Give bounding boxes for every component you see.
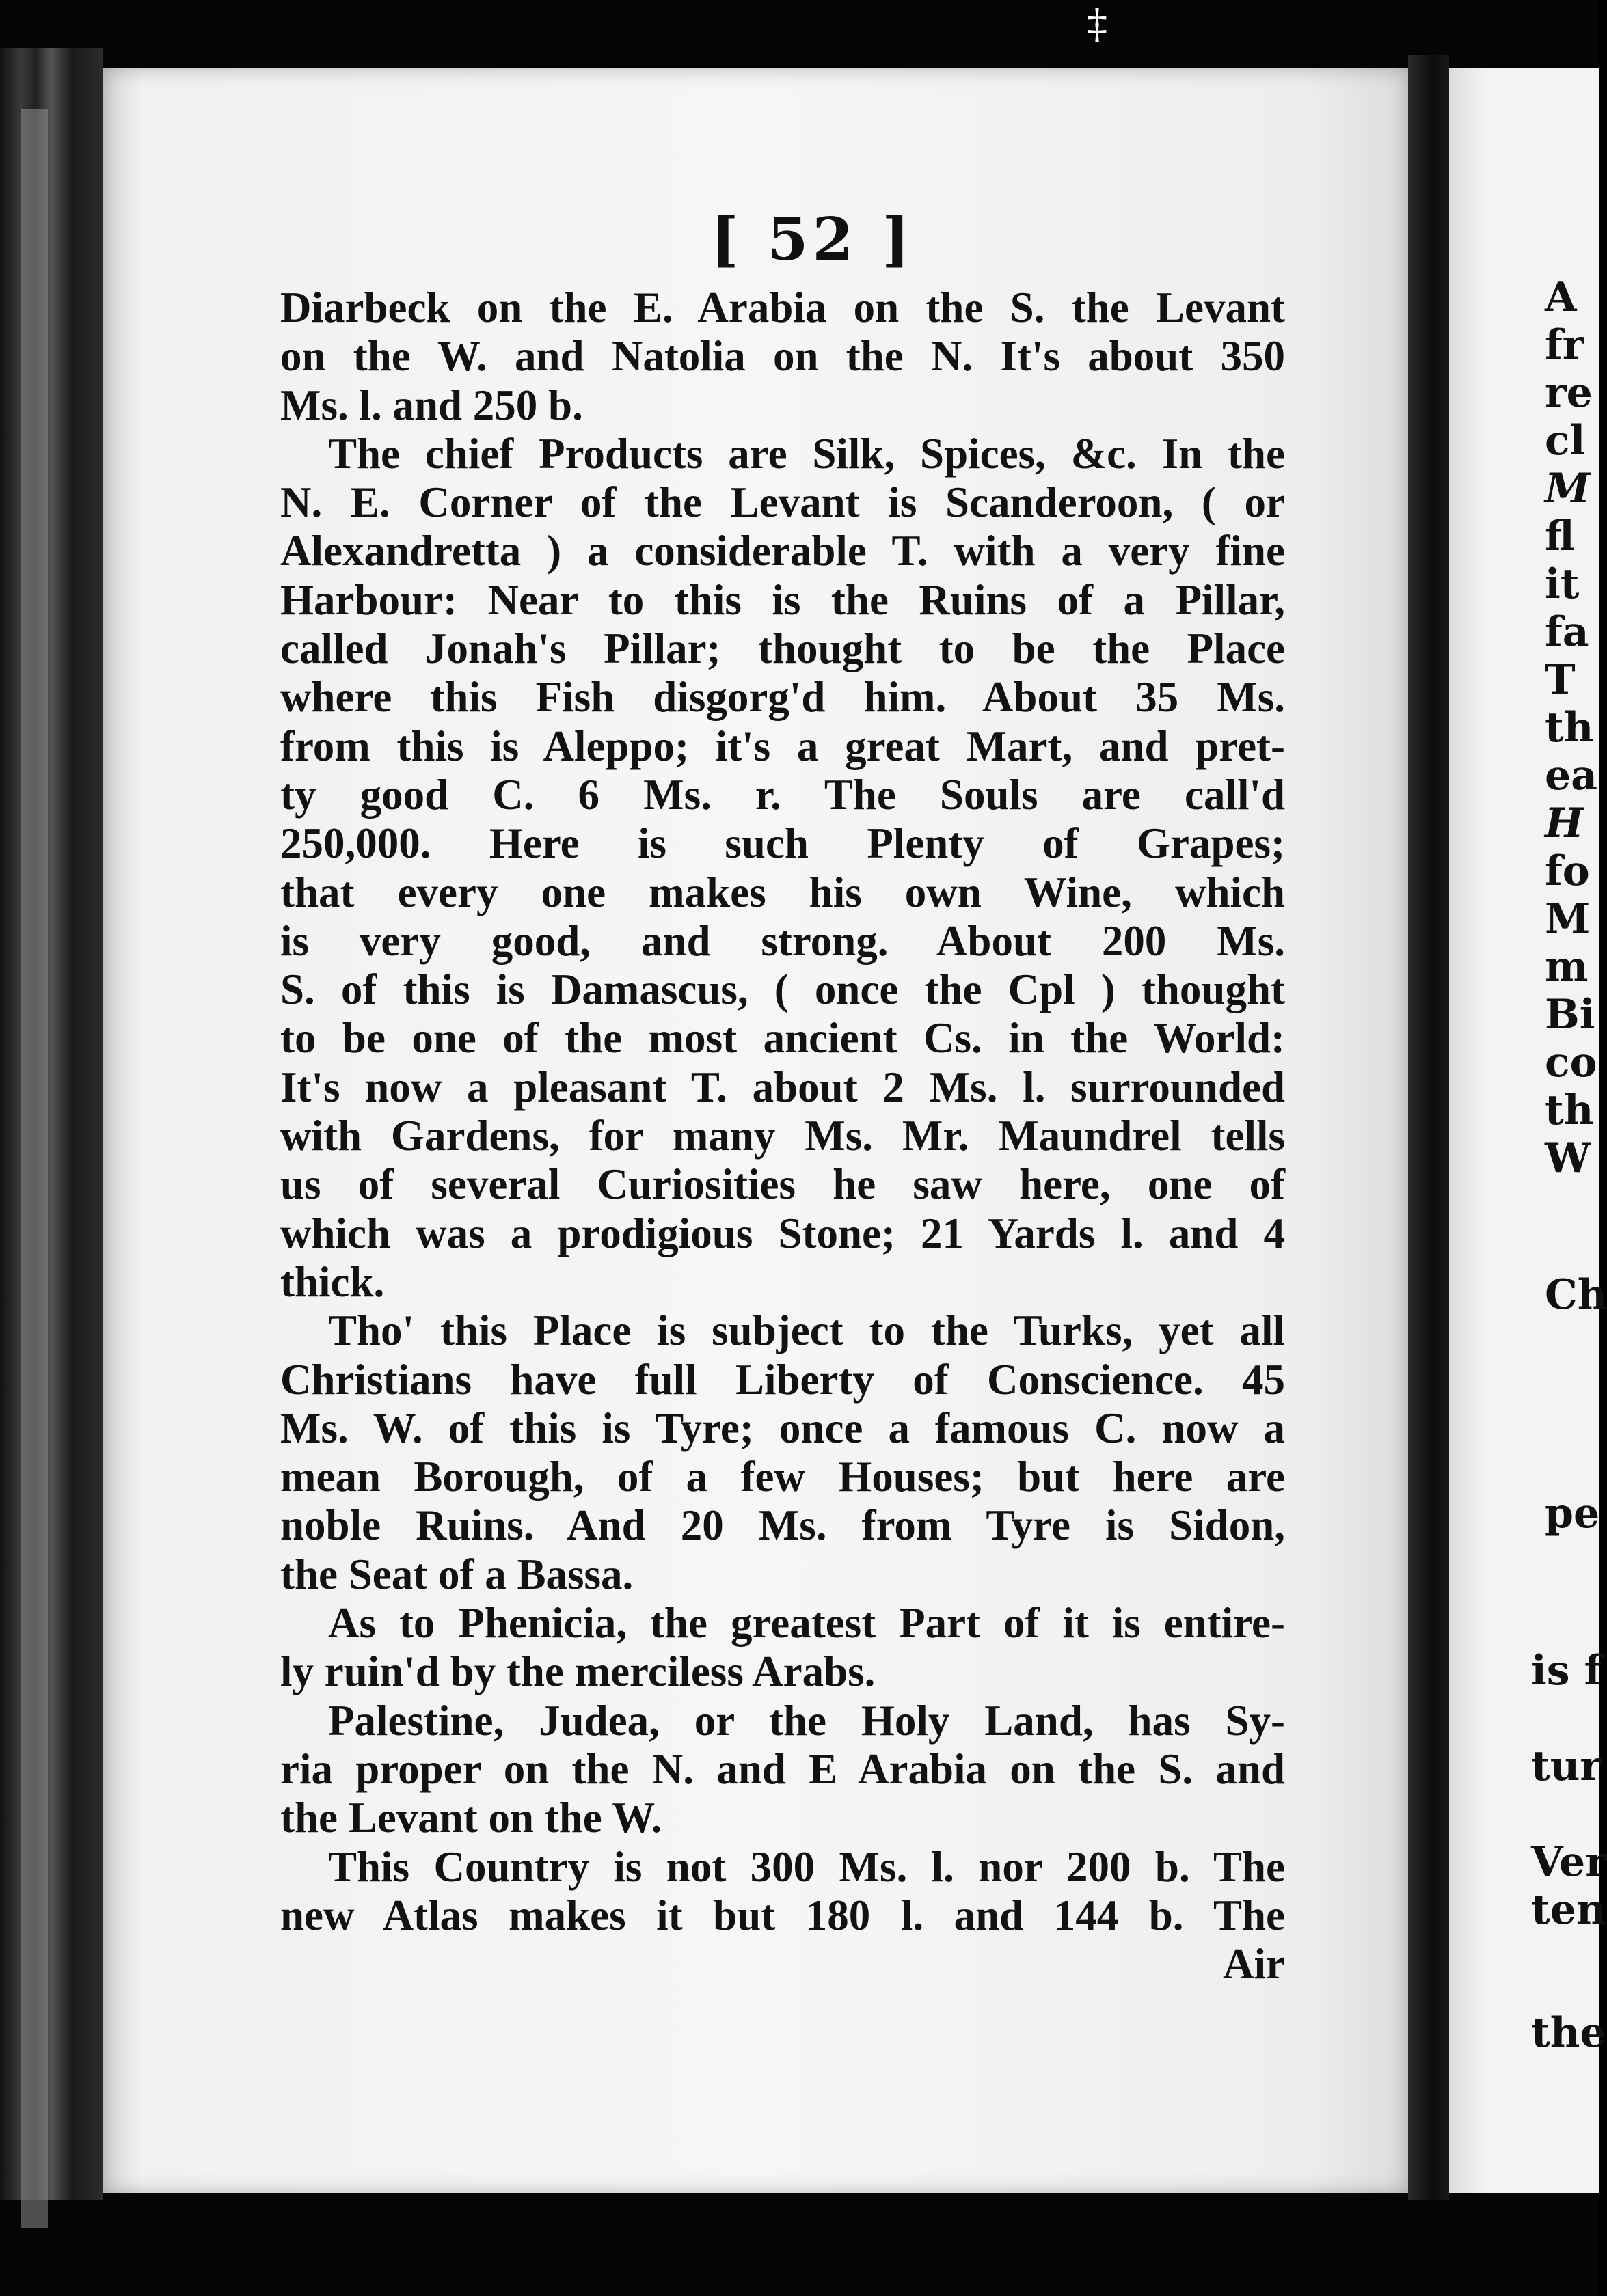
text-line: Diarbeck on the E. Arabia on the S. the Levant [280, 284, 1285, 331]
text-line: The chief Products are Silk, Spices, &c. In the [328, 429, 1285, 478]
book-binding [0, 48, 103, 2200]
facing-fragment: the [1531, 2009, 1606, 2057]
page-number: [ 52 ] [711, 205, 914, 274]
facing-fragment: Ch [1545, 1271, 1607, 1319]
facing-fragment: cl [1545, 417, 1586, 465]
text-line: the Levant on the W. [280, 1794, 662, 1842]
text-line: noble Ruins. And 20 Ms. from Tyre is Sidon, [280, 1501, 1285, 1550]
text-line: ria proper on the N. and E Arabia on the S. and [280, 1745, 1285, 1793]
facing-fragment: m [1545, 943, 1589, 991]
facing-fragment: M [1545, 465, 1591, 512]
facing-fragment: it [1545, 560, 1580, 608]
text-line: the Seat of a Bassa. [280, 1550, 634, 1598]
text-line: Alexandretta ) a considerable T. with a very fine [280, 527, 1285, 575]
text-line: Ms. l. and 250 b. [280, 381, 583, 429]
text-line: that every one makes his own Wine, which [280, 868, 1285, 916]
facing-fragment: M [1545, 895, 1591, 943]
text-line: Ms. W. of this is Tyre; once a famous C. now a [280, 1404, 1285, 1452]
text-line: N. E. Corner of the Levant is Scanderoon, ( or [280, 478, 1285, 527]
text-line: As to Phenicia, the greatest Part of it is entire- [328, 1599, 1285, 1648]
facing-fragment: H [1545, 800, 1584, 847]
text-line: thick. [280, 1257, 385, 1306]
facing-fragment: th [1545, 1086, 1594, 1134]
text-line: from this is Aleppo; it's a great Mart, and pret- [280, 722, 1285, 770]
facing-fragment: fa [1545, 608, 1589, 656]
page-gutter [1408, 55, 1449, 2200]
text-line: with Gardens, for many Ms. Mr. Maundrel tells [280, 1112, 1285, 1160]
facing-fragment: fr [1545, 321, 1584, 369]
text-line: new Atlas makes it but 180 l. and 144 b. The [280, 1891, 1285, 1939]
text-line: Christians have full Liberty of Conscience. 45 [280, 1355, 1285, 1404]
facing-fragment: T [1545, 656, 1576, 704]
binding-strip [21, 109, 48, 2228]
text-line: mean Borough, of a few Houses; but here are [280, 1453, 1285, 1501]
facing-fragment: fl [1545, 512, 1575, 560]
facing-fragment: ten [1531, 1886, 1606, 1934]
text-line: on the W. and Natolia on the N. It's about 350 [280, 332, 1285, 381]
facing-fragment: A [1545, 273, 1577, 321]
text-line: Palestine, Judea, or the Holy Land, has Sy- [328, 1696, 1285, 1745]
facing-fragment: pe [1545, 1490, 1600, 1538]
text-line: It's now a pleasant T. about 2 Ms. l. surrounded [280, 1063, 1285, 1111]
facing-fragment: th [1545, 704, 1594, 752]
facing-fragment: is f [1531, 1647, 1602, 1695]
text-line: Harbour: Near to this is the Ruins of a Pillar, [280, 575, 1285, 624]
text-line: which was a prodigious Stone; 21 Yards l. and 4 [280, 1209, 1285, 1257]
text-line: This Country is not 300 Ms. l. nor 200 b. The [328, 1842, 1285, 1891]
facing-fragment: re [1545, 369, 1593, 417]
catchword: Air [1223, 1940, 1285, 1988]
page-body-text [280, 284, 1285, 1988]
facing-fragment: tur [1531, 1742, 1602, 1790]
text-line: is very good, and strong. About 200 Ms. [280, 916, 1285, 965]
text-line: called Jonah's Pillar; thought to be the Place [280, 625, 1285, 673]
text-line: Tho' this Place is subject to the Turks, yet all [328, 1307, 1285, 1355]
facing-fragment: co [1545, 1039, 1597, 1086]
facing-fragment: Ver [1531, 1838, 1607, 1886]
text-line: to be one of the most ancient Cs. in the World: [280, 1014, 1285, 1063]
facing-fragment: fo [1545, 847, 1590, 895]
text-line: 250,000. Here is such Plenty of Grapes; [280, 819, 1285, 868]
text-line: us of several Curiosities he saw here, one of [280, 1160, 1285, 1209]
facing-page [1449, 68, 1607, 2194]
facing-fragment: Bi [1545, 991, 1595, 1039]
text-line: where this Fish disgorg'd him. About 35 Ms. [280, 673, 1285, 722]
text-line: ly ruin'd by the merciless Arabs. [280, 1648, 876, 1696]
scan-mark: ‡ [1087, 0, 1107, 48]
facing-fragment: W [1545, 1134, 1591, 1182]
text-line: ty good C. 6 Ms. r. The Souls are call'd [280, 770, 1285, 819]
facing-fragment: ea [1545, 752, 1598, 800]
text-line: S. of this is Damascus, ( once the Cpl ) thought [280, 966, 1285, 1014]
